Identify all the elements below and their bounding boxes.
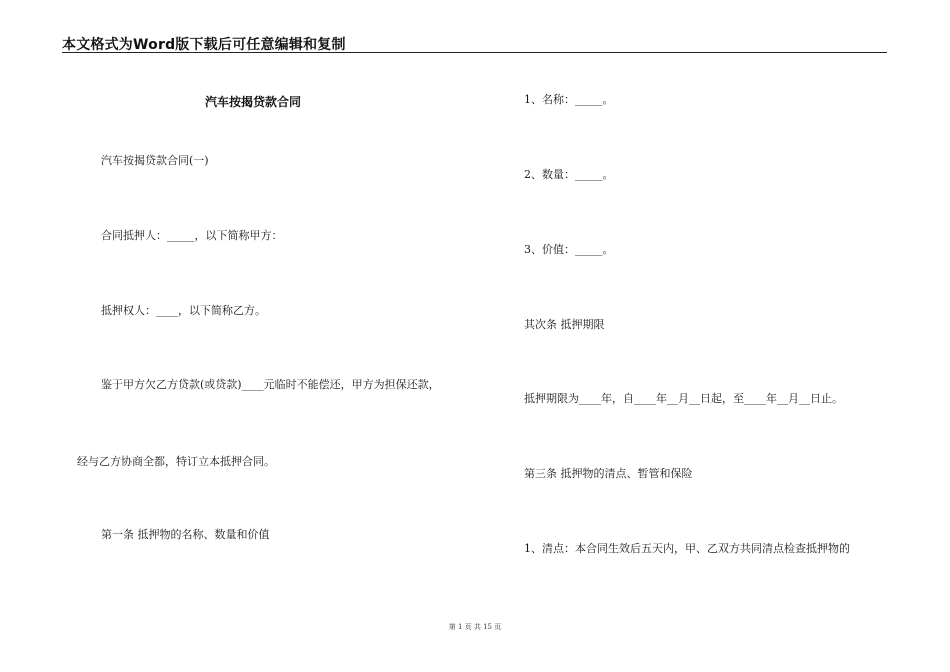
paragraph: 抵押期限为____年，自____年__月__日起，至____年__月__日止。: [524, 392, 843, 405]
paragraph: 合同抵押人：_____，以下简称甲方：: [101, 229, 283, 242]
paragraph: 3、价值：_____。: [524, 243, 614, 256]
document-title: 汽车按揭贷款合同: [205, 95, 302, 109]
paragraph: 经与乙方协商全都，特订立本抵押合同。: [77, 455, 275, 468]
paragraph: 第三条 抵押物的清点、暂管和保险: [524, 467, 693, 480]
header-divider: [62, 52, 887, 53]
header-text: 本文格式为Word版下载后可任意编辑和复制: [62, 37, 346, 53]
paragraph: 其次条 抵押期限: [524, 318, 605, 331]
paragraph: 汽车按揭贷款合同(一): [101, 154, 209, 167]
paragraph: 抵押权人：____，以下简称乙方。: [101, 304, 266, 317]
paragraph: 第一条 抵押物的名称、数量和价值: [101, 528, 270, 541]
paragraph: 2、数量：_____。: [524, 168, 614, 181]
page-number: 第 1 页 共 15 页: [448, 623, 502, 631]
paragraph: 1、清点：本合同生效后五天内，甲、乙双方共同清点检查抵押物的: [524, 542, 850, 555]
paragraph: 1、名称：_____。: [524, 93, 614, 106]
paragraph: 鉴于甲方欠乙方贷款(或贷款)____元临时不能偿还，甲方为担保还款，: [101, 378, 440, 391]
